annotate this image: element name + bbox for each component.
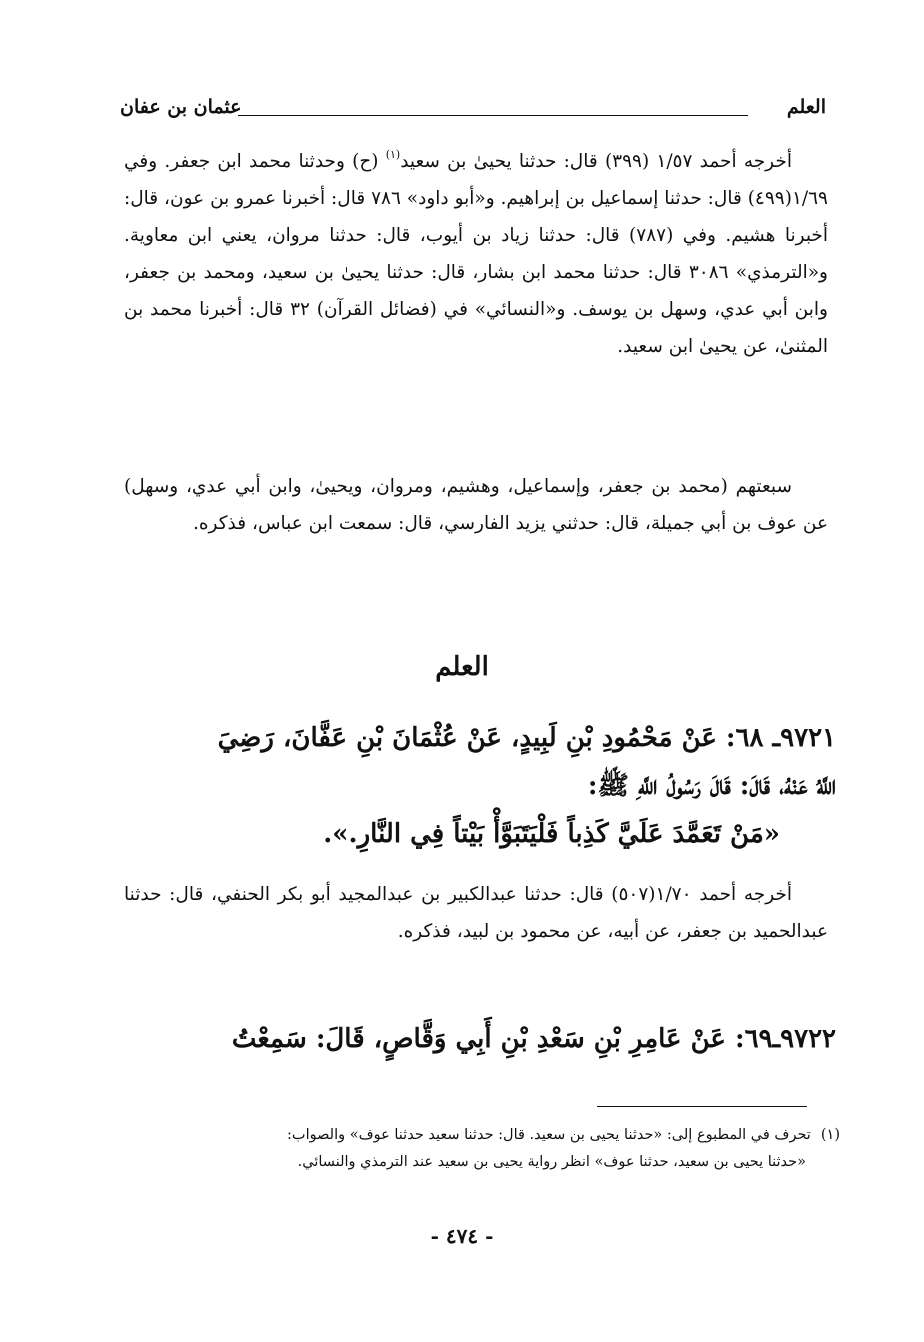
footnote-rule — [597, 1106, 807, 1107]
hadith-line-2: اللَّهُ عَنْهُ، قَالَ: قَالَ رَسُولُ اللَّهِ ﷺ: — [587, 771, 836, 801]
paragraph-text-part-a: أخرجه أحمد ١/٥٧ (٣٩٩) قال: حدثنا يحيىٰ بن سعيد — [400, 151, 792, 172]
footnote-line-2: «حدثنا يحيى بن سعيد، حدثنا عوف» انظر رواية يحيى بن سعيد عند الترمذي والنسائي. — [297, 1154, 806, 1170]
hadith-9722 — [124, 1015, 836, 1063]
takhrij-paragraph-2 — [124, 468, 828, 542]
hadith-line-1: ٩٧٢١ـ ٦٨: عَنْ مَحْمُودِ بْنِ لَبِيدٍ، عَنْ عُثْمَانَ بْنِ عَفَّانَ، رَضِيَ — [217, 723, 836, 753]
paragraph-text: أخرجه أحمد ١/٧٠(٥٠٧) قال: حدثنا عبدالكبير بن عبدالمجيد أبو بكر الحنفي، قال: حدثنا عبدالحميد بن جعفر، عن أبيه، عن محمود بن لبيد، فذكره. — [124, 884, 828, 942]
paragraph-text — [124, 136, 828, 365]
paragraph-text: سبعتهم (محمد بن جعفر، وإسماعيل، وهشيم، ومروان، ويحيىٰ، وابن أبي عدي، وسهل) عن عوف بن أبي جميلة، قال: حدثني يزيد الفارسي، قال: سمعت ابن عباس، فذكره. — [124, 476, 828, 534]
takhrij-paragraph-1 — [124, 136, 828, 365]
section-title: العلم — [435, 652, 489, 682]
footnote — [140, 1122, 840, 1176]
hadith-9721 — [124, 714, 836, 858]
hadith-quote: «مَنْ تَعَمَّدَ عَلَيَّ كَذِباً فَلْيَتَبَوَّأْ بَيْتاً فِي النَّارِ.». — [323, 819, 780, 849]
header-chapter-title: العلم — [786, 96, 826, 118]
header-rule — [238, 115, 748, 116]
hadith-line-1: ٩٧٢٢ـ٦٩: عَنْ عَامِرِ بْنِ سَعْدِ بْنِ أَبِي وَقَّاصٍ، قَالَ: سَمِعْتُ — [231, 1024, 836, 1054]
paragraph-text-part-b: (ح) وحدثنا محمد ابن جعفر. وفي ١/٦٩(٤٩٩) قال: حدثنا إسماعيل بن إبراهيم. و«أبو داود» ٧٨٦ قال: أخبرنا عمرو بن عون، قال: أخبرنا هشيم. وفي (٧٨٧) قال: حدثنا زياد بن أيوب، قال: حدثنا مروان، يعني ابن معاوية. و«الترمذي» ٣٠٨٦ قال: حدثنا محمد ابن بشار، قال: حدثنا يحيىٰ بن سعيد، ومحمد بن جعفر، وابن أبي عدي، وسهل بن يوسف. و«النسائي» في (فضائل القرآن) ٣٢ قال: أخبرنا محمد بن المثنىٰ، عن يحيىٰ ابن سعيد. — [124, 151, 828, 357]
footnote-marker: (١) — [385, 148, 401, 161]
takhrij-paragraph-3 — [124, 876, 828, 950]
page-number: - ٤٧٤ - — [430, 1224, 494, 1248]
header-section-title: عثمان بن عفان — [120, 96, 242, 118]
footnote-line-1: تحرف في المطبوع إلى: «حدثنا يحيى بن سعيد. قال: حدثنا سعيد حدثنا عوف» والصواب: — [287, 1127, 811, 1143]
running-header — [120, 96, 826, 130]
footnote-number: (١) — [820, 1127, 840, 1143]
